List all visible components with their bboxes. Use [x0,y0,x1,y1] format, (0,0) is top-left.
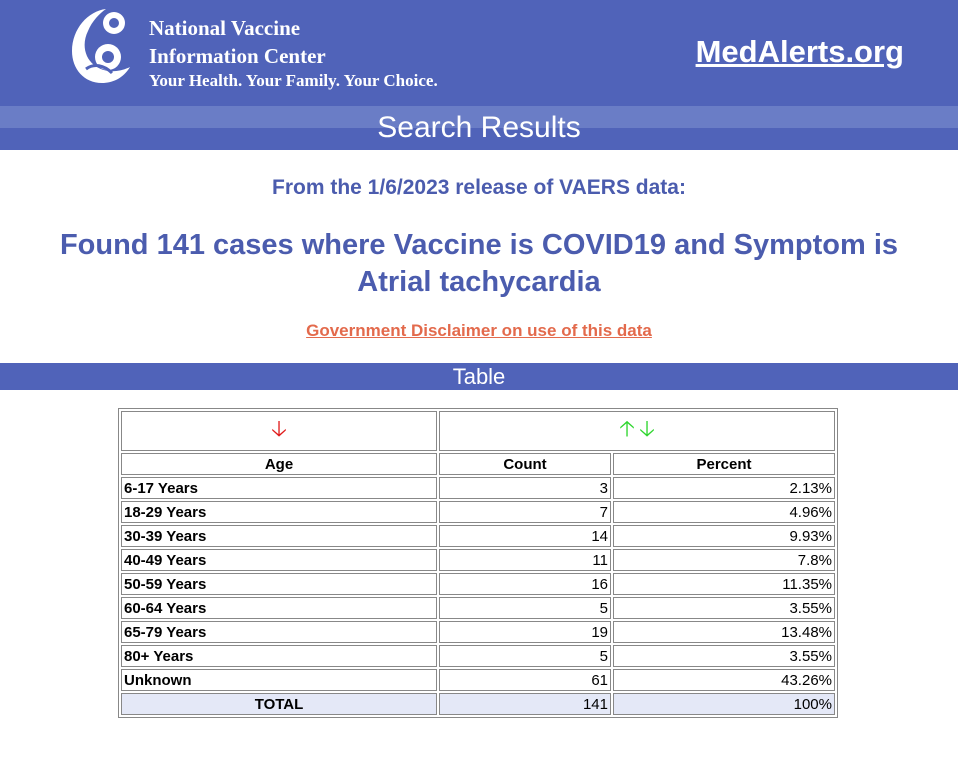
table-row [121,549,835,571]
table-row [121,597,835,619]
percent-column-header: Percent [613,453,835,475]
title-bar [0,106,958,150]
count-cell: 5 [439,645,611,667]
results-summary-line1: Found 141 cases where Vaccine is COVID19 and Symptom is [59,229,899,261]
section-title: Table [0,363,958,390]
sort-desc-icon[interactable]: 🡣 [271,416,287,441]
total-percent: 100% [613,693,835,715]
org-name [149,14,438,92]
table-row [121,621,835,643]
disclaimer-link[interactable]: Government Disclaimer on use of this data [306,321,652,340]
org-name-line1: National Vaccine [149,16,301,40]
nvic-logo-icon[interactable] [64,3,134,87]
table-header-row [121,453,835,475]
percent-cell: 4.96% [613,501,835,523]
results-summary-line2: Atrial tachycardia [357,266,601,298]
count-cell: 16 [439,573,611,595]
sort-asc-icon[interactable]: 🡡 [619,416,635,441]
total-row [121,693,835,715]
release-text: From the 1/6/2023 release of VAERS data: [272,176,686,199]
results-table [118,408,838,718]
count-cell: 19 [439,621,611,643]
percent-cell: 11.35% [613,573,835,595]
count-cell: 14 [439,525,611,547]
percent-cell: 43.26% [613,669,835,691]
age-cell: Unknown [121,669,437,691]
org-tagline: Your Health. Your Family. Your Choice. [149,71,438,90]
age-cell: 65-79 Years [121,621,437,643]
age-cell: 60-64 Years [121,597,437,619]
table-row [121,573,835,595]
percent-cell: 2.13% [613,477,835,499]
count-column-header: Count [439,453,611,475]
percent-cell: 7.8% [613,549,835,571]
age-column-header: Age [121,453,437,475]
age-cell: 6-17 Years [121,477,437,499]
sort-desc-icon[interactable]: 🡣 [639,416,655,441]
count-sort-cell [439,411,835,451]
percent-cell: 13.48% [613,621,835,643]
sort-row [121,411,835,451]
age-cell: 50-59 Years [121,573,437,595]
count-cell: 7 [439,501,611,523]
age-cell: 30-39 Years [121,525,437,547]
org-name-line2: Information Center [149,44,326,68]
total-label: TOTAL [121,693,437,715]
table-row [121,501,835,523]
age-cell: 40-49 Years [121,549,437,571]
percent-cell: 9.93% [613,525,835,547]
age-cell: 80+ Years [121,645,437,667]
site-header [0,0,958,106]
table-row [121,669,835,691]
age-cell: 18-29 Years [121,501,437,523]
table-row [121,645,835,667]
medalerts-link[interactable]: MedAlerts.org [695,34,904,69]
percent-cell: 3.55% [613,597,835,619]
count-cell: 3 [439,477,611,499]
page-title: Search Results [377,111,581,144]
percent-cell: 3.55% [613,645,835,667]
total-count: 141 [439,693,611,715]
count-cell: 61 [439,669,611,691]
count-cell: 5 [439,597,611,619]
age-sort-cell [121,411,437,451]
table-row [121,477,835,499]
results-summary [0,227,958,301]
count-cell: 11 [439,549,611,571]
table-row [121,525,835,547]
